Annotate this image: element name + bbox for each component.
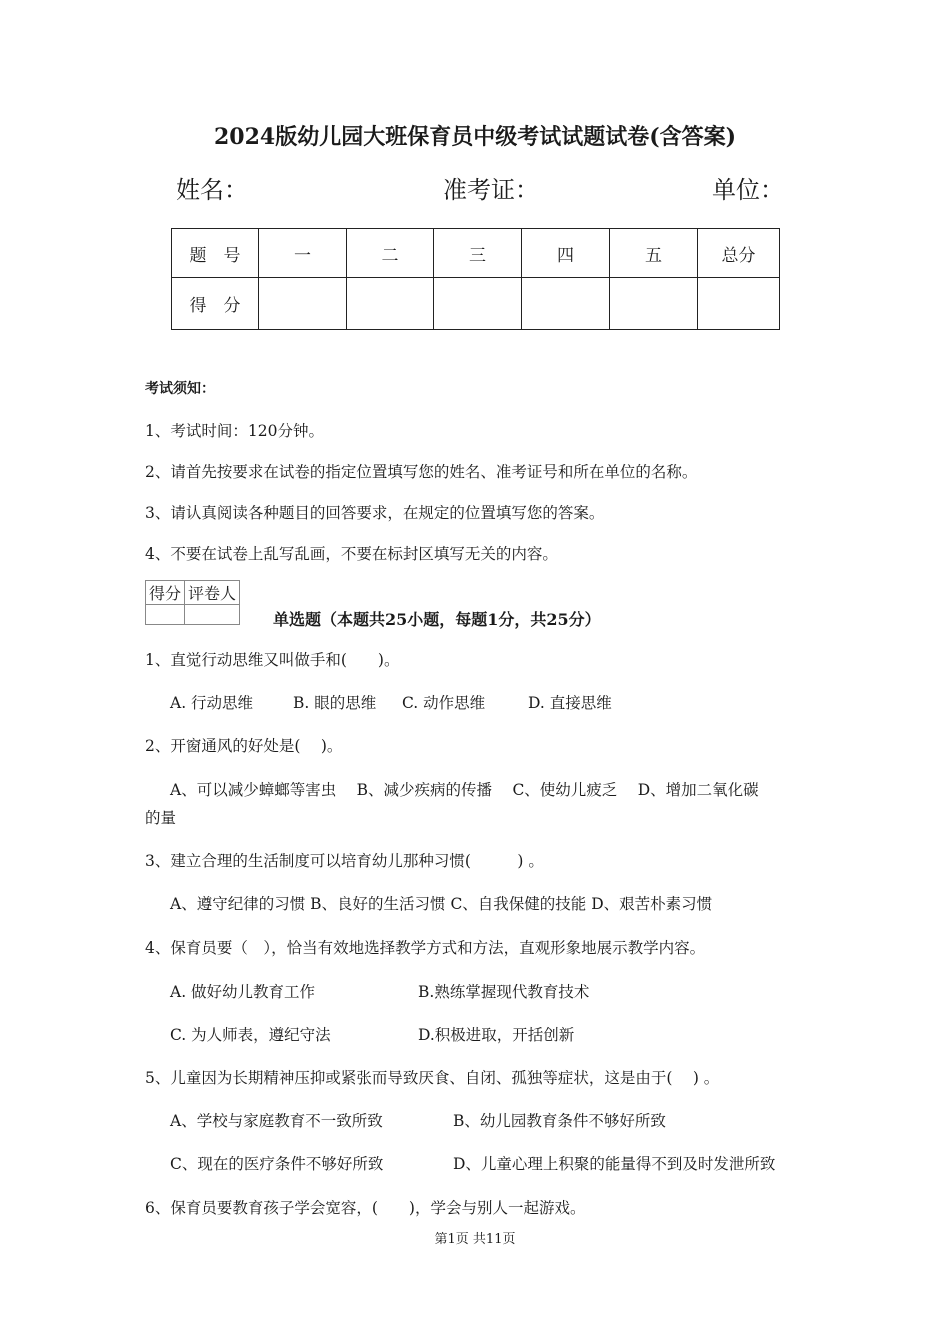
score-cell-5[interactable]: [610, 278, 698, 330]
question-1-stem: 1、直觉行动思维又叫做手和( )。: [145, 651, 400, 669]
notice-heading: 考试须知：: [145, 381, 215, 397]
page-footer: 第1页 共11页: [434, 1232, 516, 1247]
header-cell-5: 五: [610, 229, 698, 278]
question-5-option-d: D、儿童心理上积聚的能量得不到及时发泄所致: [453, 1155, 776, 1173]
question-3-options: A、遵守纪律的习惯 B、良好的生活习惯 C、自我保健的技能 D、艰苦朴素习惯: [170, 895, 713, 913]
unit-label: 单位：: [712, 176, 784, 204]
score-cell-2[interactable]: [347, 278, 434, 330]
question-6-stem: 6、保育员要教育孩子学会宽容，( )，学会与别人一起游戏。: [145, 1199, 586, 1217]
score-row-label: 得 分: [172, 278, 259, 330]
header-cell-2: 二: [347, 229, 434, 278]
score-cell-total[interactable]: [698, 278, 780, 330]
score-table: [171, 228, 780, 330]
notice-item-1: 1、考试时间：120分钟。: [145, 422, 324, 440]
header-cell-number: 题 号: [172, 229, 259, 278]
question-1-option-b: B. 眼的思维: [293, 694, 377, 712]
score-cell-3[interactable]: [434, 278, 522, 330]
score-cell-1[interactable]: [259, 278, 347, 330]
page-title: 2024版幼儿园大班保育员中级考试试题试卷(含答案): [213, 124, 737, 150]
question-4-stem: 4、保育员要（ ），恰当有效地选择教学方式和方法，直观形象地展示教学内容。: [145, 939, 706, 957]
header-cell-1: 一: [259, 229, 347, 278]
question-5-option-b: B、幼儿园教育条件不够好所致: [453, 1112, 666, 1130]
grader-box: [145, 580, 240, 625]
question-4-option-a: A. 做好幼儿教育工作: [170, 983, 316, 1001]
exam-number-label: 准考证：: [443, 176, 539, 204]
question-4-option-b: B.熟练掌握现代教育技术: [418, 983, 590, 1001]
header-cell-3: 三: [434, 229, 522, 278]
question-4-option-c: C. 为人师表，遵纪守法: [170, 1026, 331, 1044]
question-2-options: A、可以减少蟑螂等害虫 B、减少疾病的传播 C、使幼儿疲乏 D、增加二氧化碳: [170, 781, 759, 799]
grader-box-score-label: 得分: [146, 581, 185, 605]
question-1-option-c: C. 动作思维: [402, 694, 486, 712]
section-title: 单选题（本题共25小题，每题1分，共25分）: [273, 610, 601, 629]
question-2-stem: 2、开窗通风的好处是( )。: [145, 737, 343, 755]
name-label: 姓名：: [176, 176, 248, 204]
notice-item-4: 4、不要在试卷上乱写乱画，不要在标封区填写无关的内容。: [145, 545, 558, 563]
score-table-header-row: [172, 229, 780, 278]
question-1-option-a: A. 行动思维: [170, 694, 254, 712]
question-5-option-a: A、学校与家庭教育不一致所致: [170, 1112, 383, 1130]
question-1-option-d: D. 直接思维: [528, 694, 612, 712]
question-2-options-cont: 的量: [145, 809, 177, 827]
header-cell-4: 四: [522, 229, 610, 278]
question-5-option-c: C、现在的医疗条件不够好所致: [170, 1155, 384, 1173]
question-3-stem: 3、建立合理的生活制度可以培育幼儿那种习惯( ) 。: [145, 852, 544, 870]
score-cell-4[interactable]: [522, 278, 610, 330]
header-cell-total: 总分: [698, 229, 780, 278]
grader-box-grader-cell[interactable]: [185, 605, 240, 625]
notice-item-3: 3、请认真阅读各种题目的回答要求，在规定的位置填写您的答案。: [145, 504, 605, 522]
score-table-score-row: [172, 278, 780, 330]
grader-box-grader-label: 评卷人: [185, 581, 240, 605]
grader-box-score-cell[interactable]: [146, 605, 185, 625]
question-4-option-d: D.积极进取，开括创新: [418, 1026, 575, 1044]
question-5-stem: 5、儿童因为长期精神压抑或紧张而导致厌食、自闭、孤独等症状，这是由于( ) 。: [145, 1069, 720, 1087]
notice-item-2: 2、请首先按要求在试卷的指定位置填写您的姓名、准考证号和所在单位的名称。: [145, 463, 698, 481]
